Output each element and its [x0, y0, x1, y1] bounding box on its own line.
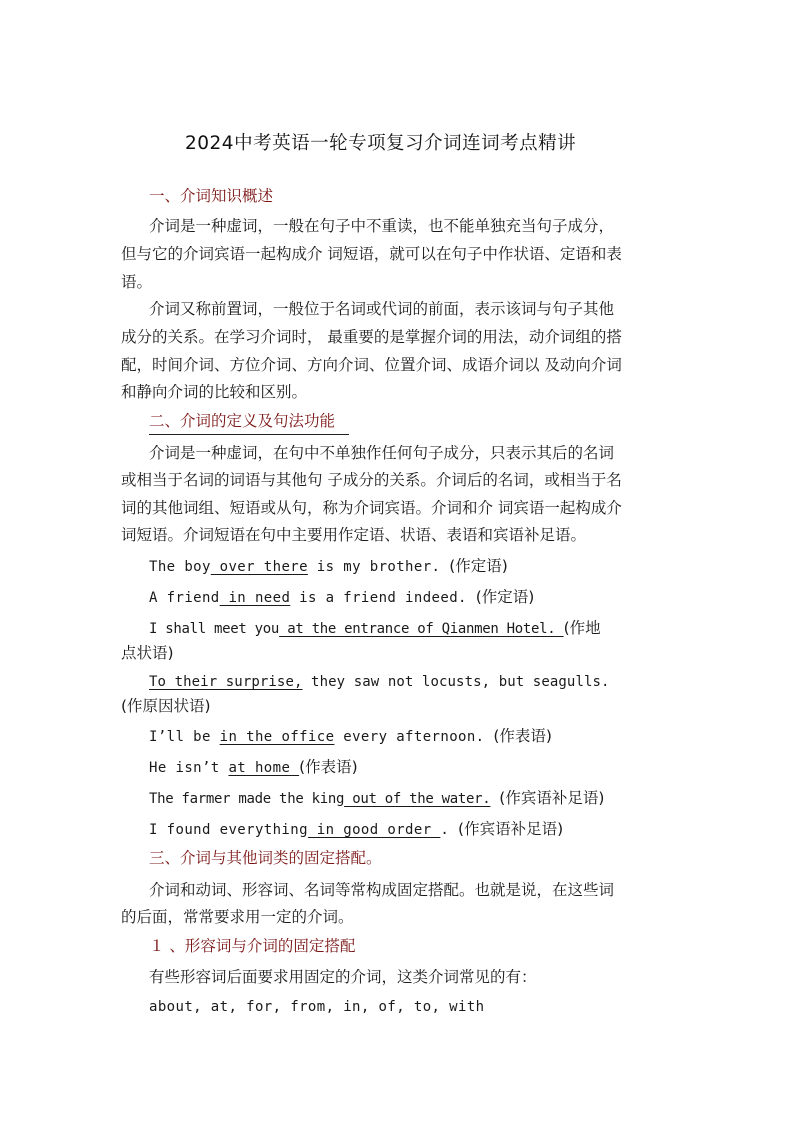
example-text: is a friend indeed.: [290, 590, 476, 606]
example-sentence: [149, 757, 358, 778]
preposition-list: about, at, for, from, in, of, to, with: [149, 999, 485, 1015]
example-text: The farmer made the king: [149, 791, 345, 807]
example-sentence: [149, 819, 563, 840]
prepositional-phrase: over there: [210, 559, 308, 575]
subsection-heading-1: １ 、形容词与介词的固定搭配: [149, 937, 356, 955]
prepositional-phrase: in the office: [219, 729, 335, 745]
example-sentence: [149, 671, 610, 692]
heading-underline: [149, 434, 349, 435]
paragraph-line: 语。: [121, 273, 153, 291]
function-note: (作定语): [475, 588, 535, 606]
paragraph-line: 但与它的介词宾语一起构成介 词短语，就可以在句子中作状语、定语和表: [121, 245, 622, 263]
example-text: I found everything: [149, 822, 308, 838]
paragraph-line: 词短语。介词短语在句中主要用作定语、状语、表语和宾语补足语。: [121, 526, 587, 544]
function-note: (作宾语补足语): [458, 820, 564, 838]
function-note: (作地: [563, 619, 601, 637]
paragraph-line: 词的其他词组、短语或从句，称为介词宾语。介词和介 词宾语一起构成介: [121, 499, 622, 517]
example-sentence: [149, 587, 534, 608]
example-text: A friend: [149, 590, 220, 606]
example-text: I shall meet you: [149, 621, 280, 637]
example-text: they saw not locusts, but seagulls.: [302, 674, 610, 690]
paragraph-line: 成分的关系。在学习介词时， 最重要的是掌握介词的用法，动介词组的搭: [121, 328, 622, 346]
paragraph-line: 介词是一种虚词，在句中不单独作任何句子成分，只表示其后的名词: [149, 444, 615, 462]
example-sentence: [149, 726, 552, 747]
prepositional-phrase: in need: [219, 590, 291, 606]
prepositional-phrase: at home: [228, 760, 300, 776]
prepositional-phrase: in good order: [307, 822, 441, 838]
paragraph-line: 的后面，常常要求用一定的介词。: [121, 908, 354, 926]
paragraph-line: 和静向介词的比较和区别。: [121, 383, 308, 401]
example-text: every afternoon.: [334, 729, 494, 745]
note-continuation: 点状语): [121, 644, 174, 662]
function-note: (作表语): [493, 727, 552, 745]
section-heading-2: 二、介词的定义及句法功能: [149, 412, 336, 430]
example-sentence: [149, 788, 604, 809]
example-text: is my brother.: [307, 559, 450, 575]
prepositional-phrase: out of the water.: [344, 791, 491, 807]
example-text: The boy: [149, 559, 211, 575]
paragraph-line: 配，时间介词、方位介词、方向介词、位置介词、成语介词以 及动向介词: [121, 356, 622, 374]
prepositional-phrase: To their surprise,: [149, 674, 303, 690]
paragraph-line: 或相当于名词的词语与其他句 子成分的关系。介词后的名词，或相当于名: [121, 471, 622, 489]
example-sentence: [149, 556, 508, 577]
example-text: .: [440, 822, 459, 838]
example-text: He isn’t: [149, 760, 229, 776]
prepositional-phrase: at the entrance of Qianmen Hotel.: [279, 621, 564, 637]
example-text: [490, 791, 499, 807]
page-title: 2024中考英语一轮专项复习介词连词考点精讲: [185, 133, 577, 154]
section-heading-1: 一、介词知识概述: [149, 187, 274, 205]
paragraph-line: 有些形容词后面要求用固定的介词，这类介词常见的有：: [149, 968, 537, 986]
paragraph-line: 介词又称前置词，一般位于名词或代词的前面，表示该词与句子其他: [149, 300, 615, 318]
example-text: I’ll be: [149, 729, 220, 745]
function-note: (作宾语补足语): [499, 789, 605, 807]
paragraph-line: 介词是一种虚词，一般在句子中不重读，也不能单独充当句子成分，: [149, 217, 615, 235]
function-note: (作定语): [449, 557, 508, 575]
example-sentence: [149, 618, 601, 639]
note-continuation: (作原因状语): [121, 697, 211, 715]
function-note: (作表语): [299, 758, 358, 776]
paragraph-line: 介词和动词、形容词、名词等常构成固定搭配。也就是说，在这些词: [149, 881, 615, 899]
section-heading-3: 三、介词与其他词类的固定搭配。: [149, 849, 382, 867]
